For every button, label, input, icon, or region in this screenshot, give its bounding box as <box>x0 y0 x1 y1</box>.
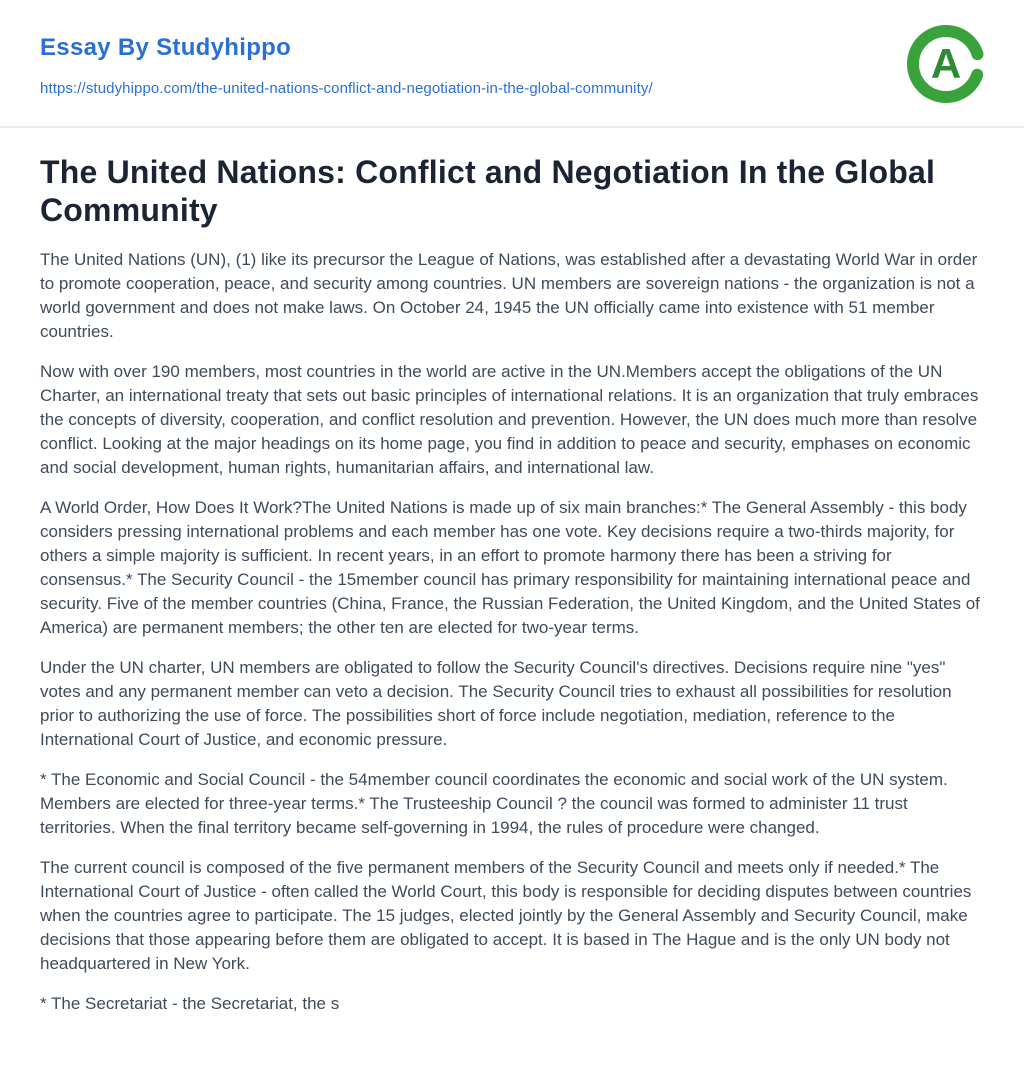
studyhippo-logo <box>906 24 986 104</box>
paragraph-5: * The Economic and Social Council - the 54member council coordinates the economic and social work of the UN system. Members are elected for three-year terms.* The Trusteeship Council ? the council was formed to administer 11 trust territories. When the final territory became self-governing in 1994, the rules of procedure were changed. <box>40 769 948 837</box>
article <box>0 128 1024 1062</box>
paragraph-2: Now with over 190 members, most countries in the world are active in the UN.Members accept the obligations of the UN Charter, an international treaty that sets out basic principles of international relations. It is an organization that truly embraces the concepts of diversity, cooperation, and conflict resolution and prevention. However, the UN does much more than resolve conflict. Looking at the major headings on its home page, you find in addition to peace and security, emphases on economic and social development, human rights, humanitarian affairs, and international law. <box>40 361 979 477</box>
source-url-link[interactable]: https://studyhippo.com/the-united-nations-conflict-and-negotiation-in-the-global-community/ <box>40 80 653 97</box>
paragraph-3: A World Order, How Does It Work?The United Nations is made up of six main branches:* The General Assembly - this body considers pressing international problems and each member has one vote. Key decisions require a two-thirds majority, for others a simple majority is sufficient. In recent years, in an effort to promote harmony there has been a striving for consensus.* The Security Council - the 15member council has primary responsibility for maintaining international peace and security. Five of the member countries (China, France, the Russian Federation, the United Kingdom, and the United States of America) are permanent members; the other ten are elected for two-year terms. <box>40 497 980 637</box>
brand-title: Essay By Studyhippo <box>40 34 292 61</box>
paragraph-7: * The Secretariat - the Secretariat, the s <box>40 993 340 1013</box>
brand-block <box>40 24 653 98</box>
header <box>0 0 1024 104</box>
logo-letter: A <box>930 40 962 87</box>
paragraph-1: The United Nations (UN), (1) like its precursor the League of Nations, was established after a devastating World War in order to promote cooperation, peace, and security among countries. UN members are sovereign nations - the organization is not a world government and does not make laws. On October 24, 1945 the UN officially came into existence with 51 member countries. <box>40 249 978 341</box>
paragraph-6: The current council is composed of the five permanent members of the Security Council and meets only if needed.* The International Court of Justice - often called the World Court, this body is responsible for deciding disputes between countries when the countries agree to participate. The 15 judges, elected jointly by the General Assembly and Security Council, make decisions that those appearing before them are obligated to accept. It is based in The Hague and is the only UN body not headquartered in New York. <box>40 857 972 973</box>
studyhippo-logo-icon <box>906 24 986 104</box>
paragraph-4: Under the UN charter, UN members are obligated to follow the Security Council's directives. Decisions require nine "yes" votes and any permanent member can veto a decision. The Security Council tries to exhaust all possibilities for resolution prior to authorizing the use of force. The possibilities short of force include negotiation, mediation, reference to the International Court of Justice, and economic pressure. <box>40 657 952 749</box>
page-title: The United Nations: Conflict and Negotiation In the Global Community <box>40 154 936 229</box>
